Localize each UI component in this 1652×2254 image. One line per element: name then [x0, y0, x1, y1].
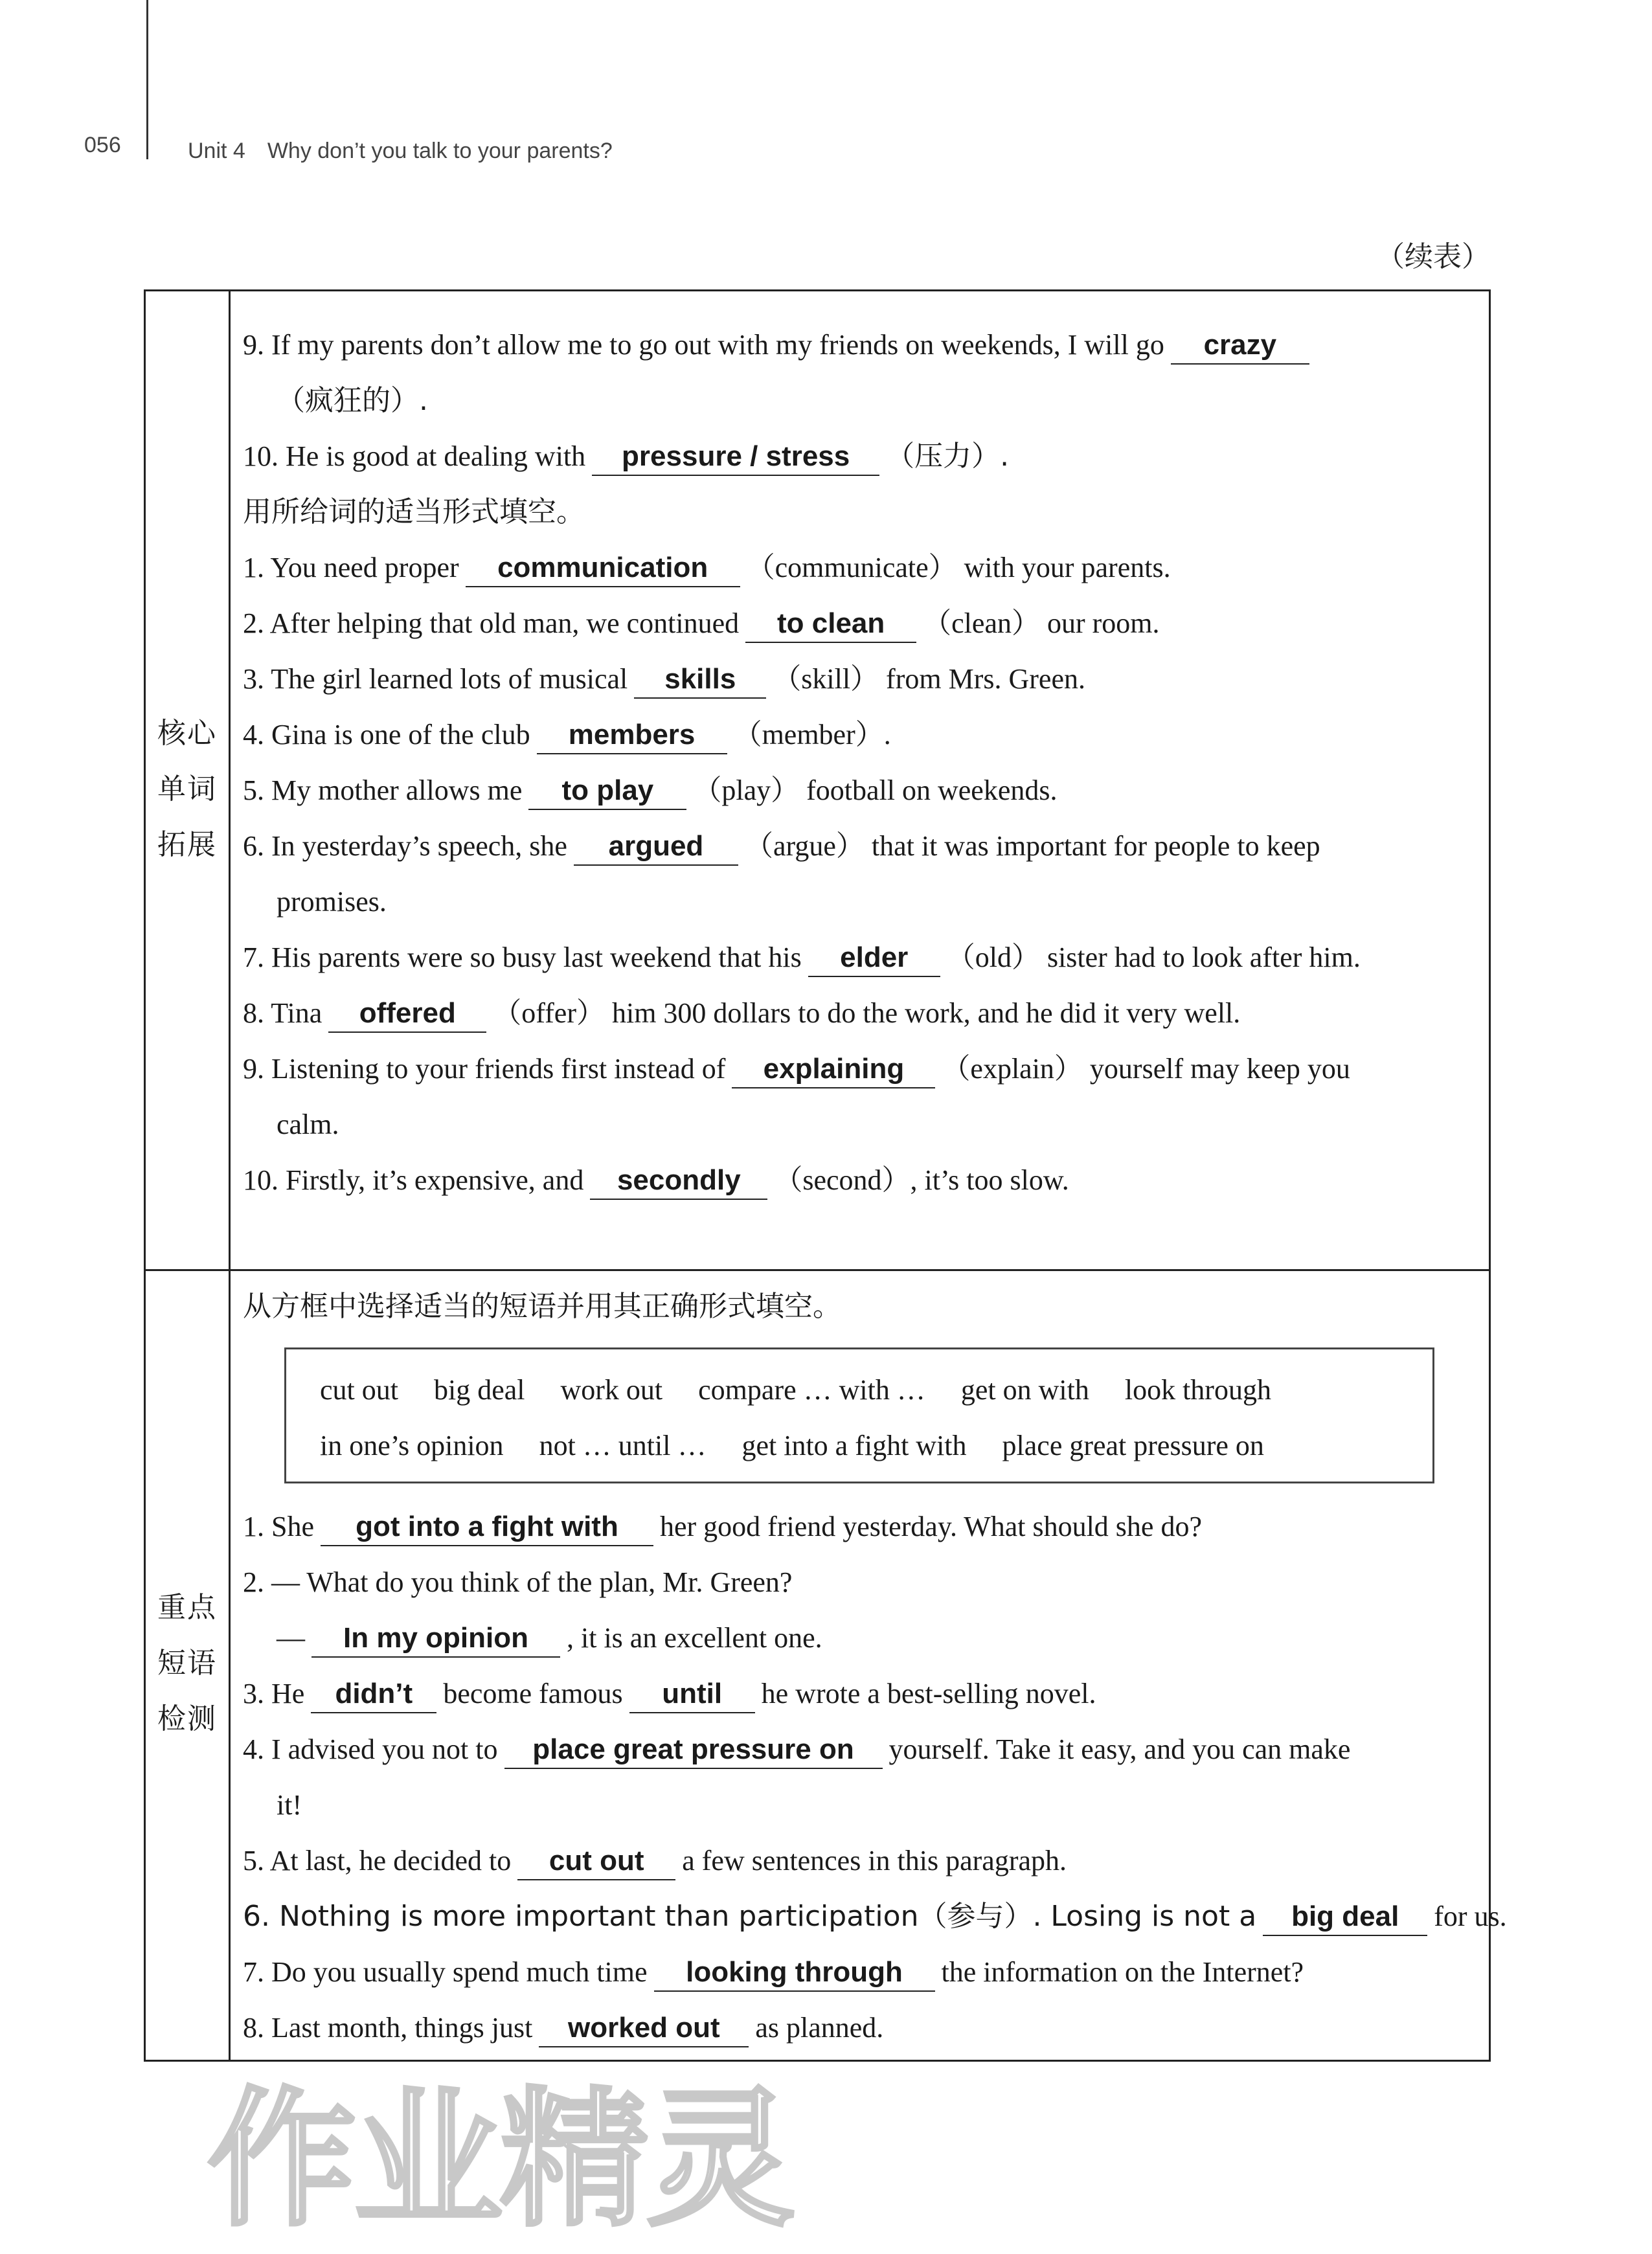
exercise-line: 2. After helping that old man, we continued to clean （clean） our room.: [243, 596, 1476, 651]
section-label-phrases: 重点 短语 检测: [157, 1591, 217, 1735]
answer-blank[interactable]: In my opinion: [311, 1620, 560, 1658]
exercise-line: （疯狂的）.: [277, 384, 428, 417]
answer-blank[interactable]: explaining: [732, 1051, 935, 1088]
answer-blank[interactable]: worked out: [539, 2010, 749, 2047]
answer-blank[interactable]: communication: [466, 550, 740, 587]
exercise-table: [144, 289, 1507, 2062]
answer-blank[interactable]: skills: [634, 661, 766, 699]
answer-blank[interactable]: crazy: [1171, 327, 1309, 365]
exercise-line: it!: [277, 1789, 302, 1821]
answer-blank[interactable]: argued: [574, 828, 738, 866]
exercise-line: 8. Last month, things just worked out as planned.: [243, 2000, 1476, 2056]
answer-blank[interactable]: offered: [328, 995, 486, 1033]
phrase-word-box: [284, 1347, 1434, 1483]
phrase-option: cut out: [320, 1374, 398, 1406]
phrases-section: [243, 1279, 1507, 2056]
exercise-line: 9. If my parents don’t allow me to go out with my friends on weekends, I will go crazy: [243, 317, 1476, 373]
answer-blank[interactable]: place great pressure on: [504, 1731, 883, 1769]
answer-blank[interactable]: members: [537, 717, 727, 754]
running-head: Unit 4 Why don’t you talk to your parents?: [188, 139, 613, 163]
phrase-option: get into a fight with: [741, 1430, 967, 1461]
phrase-option: place great pressure on: [1002, 1430, 1264, 1461]
answer-blank[interactable]: secondly: [590, 1162, 767, 1200]
answer-blank[interactable]: got into a fight with: [321, 1509, 653, 1546]
exercise-line: 6. Nothing is more important than participation（参与）. Losing is not a big deal for us.: [243, 1889, 1476, 1944]
answer-blank[interactable]: cut out: [517, 1843, 675, 1880]
answer-blank[interactable]: elder: [808, 940, 940, 977]
exercise-line: 7. Do you usually spend much time looking through the information on the Internet?: [243, 1944, 1476, 2000]
answer-blank[interactable]: pressure / stress: [592, 438, 879, 476]
answer-blank[interactable]: looking through: [654, 1954, 935, 1992]
phrase-option: get on with: [960, 1374, 1089, 1406]
instruction: 从方框中选择适当的短语并用其正确形式填空。: [243, 1290, 841, 1323]
answer-blank[interactable]: until: [629, 1676, 755, 1713]
exercise-line: 10. He is good at dealing with pressure / stress （压力）.: [243, 429, 1476, 484]
phrase-option: big deal: [433, 1374, 525, 1406]
exercise-line: 4. Gina is one of the club members （member）.: [243, 707, 1476, 763]
exercise-line: 5. At last, he decided to cut out a few sentences in this paragraph.: [243, 1833, 1476, 1889]
continued-label: （续表）: [1376, 241, 1490, 273]
header-rule: [146, 0, 148, 159]
exercise-line: 9. Listening to your friends first instead of explaining （explain） yourself may keep you: [243, 1041, 1476, 1097]
answer-blank[interactable]: to play: [528, 772, 686, 810]
instruction: 用所给词的适当形式填空。: [243, 495, 585, 528]
vocabulary-section: [243, 317, 1476, 1208]
exercise-line: 7. His parents were so busy last weekend that his elder （old） sister had to look after him.: [243, 930, 1476, 986]
exercise-line: calm.: [277, 1109, 339, 1140]
exercise-line: 8. Tina offered （offer） him 300 dollars to do the work, and he did it very well.: [243, 986, 1476, 1041]
phrase-option: in one’s opinion: [320, 1430, 504, 1461]
answer-blank[interactable]: didn’t: [311, 1676, 436, 1713]
word-box-row: [320, 1418, 1399, 1474]
watermark: 作业精灵: [207, 2074, 793, 2247]
column-divider: [229, 291, 231, 2060]
exercise-line: 6. In yesterday’s speech, she argued （argue） that it was important for people to keep: [243, 818, 1476, 874]
phrase-option: work out: [560, 1374, 663, 1406]
word-box-row: [320, 1362, 1399, 1418]
exercise-line: — In my opinion , it is an excellent one.: [243, 1610, 1476, 1666]
phrase-option: compare … with …: [698, 1374, 925, 1406]
phrase-option: look through: [1124, 1374, 1271, 1406]
exercise-line: promises.: [277, 886, 387, 918]
exercise-line: 4. I advised you not to place great pressure on yourself. Take it easy, and you can make: [243, 1722, 1476, 1777]
exercise-line: 1. You need proper communication （communicate） with your parents.: [243, 540, 1476, 596]
exercise-line: 10. Firstly, it’s expensive, and secondly （second）, it’s too slow.: [243, 1153, 1476, 1208]
exercise-line: 5. My mother allows me to play （play） football on weekends.: [243, 763, 1476, 818]
answer-blank[interactable]: big deal: [1263, 1899, 1427, 1936]
row-divider: [146, 1269, 1489, 1271]
exercise-line: 3. The girl learned lots of musical skills （skill） from Mrs. Green.: [243, 651, 1476, 707]
phrase-option: not … until …: [539, 1430, 707, 1461]
section-label-vocabulary: 核心 单词 拓展: [157, 717, 217, 861]
page-number: 056: [84, 133, 121, 157]
answer-blank[interactable]: to clean: [745, 605, 916, 643]
exercise-line: 2. — What do you think of the plan, Mr. Green?: [243, 1566, 793, 1598]
exercise-line: 1. She got into a fight with her good friend yesterday. What should she do?: [243, 1499, 1476, 1555]
exercise-line: 3. He didn’t become famous until he wrote a best-selling novel.: [243, 1666, 1476, 1722]
